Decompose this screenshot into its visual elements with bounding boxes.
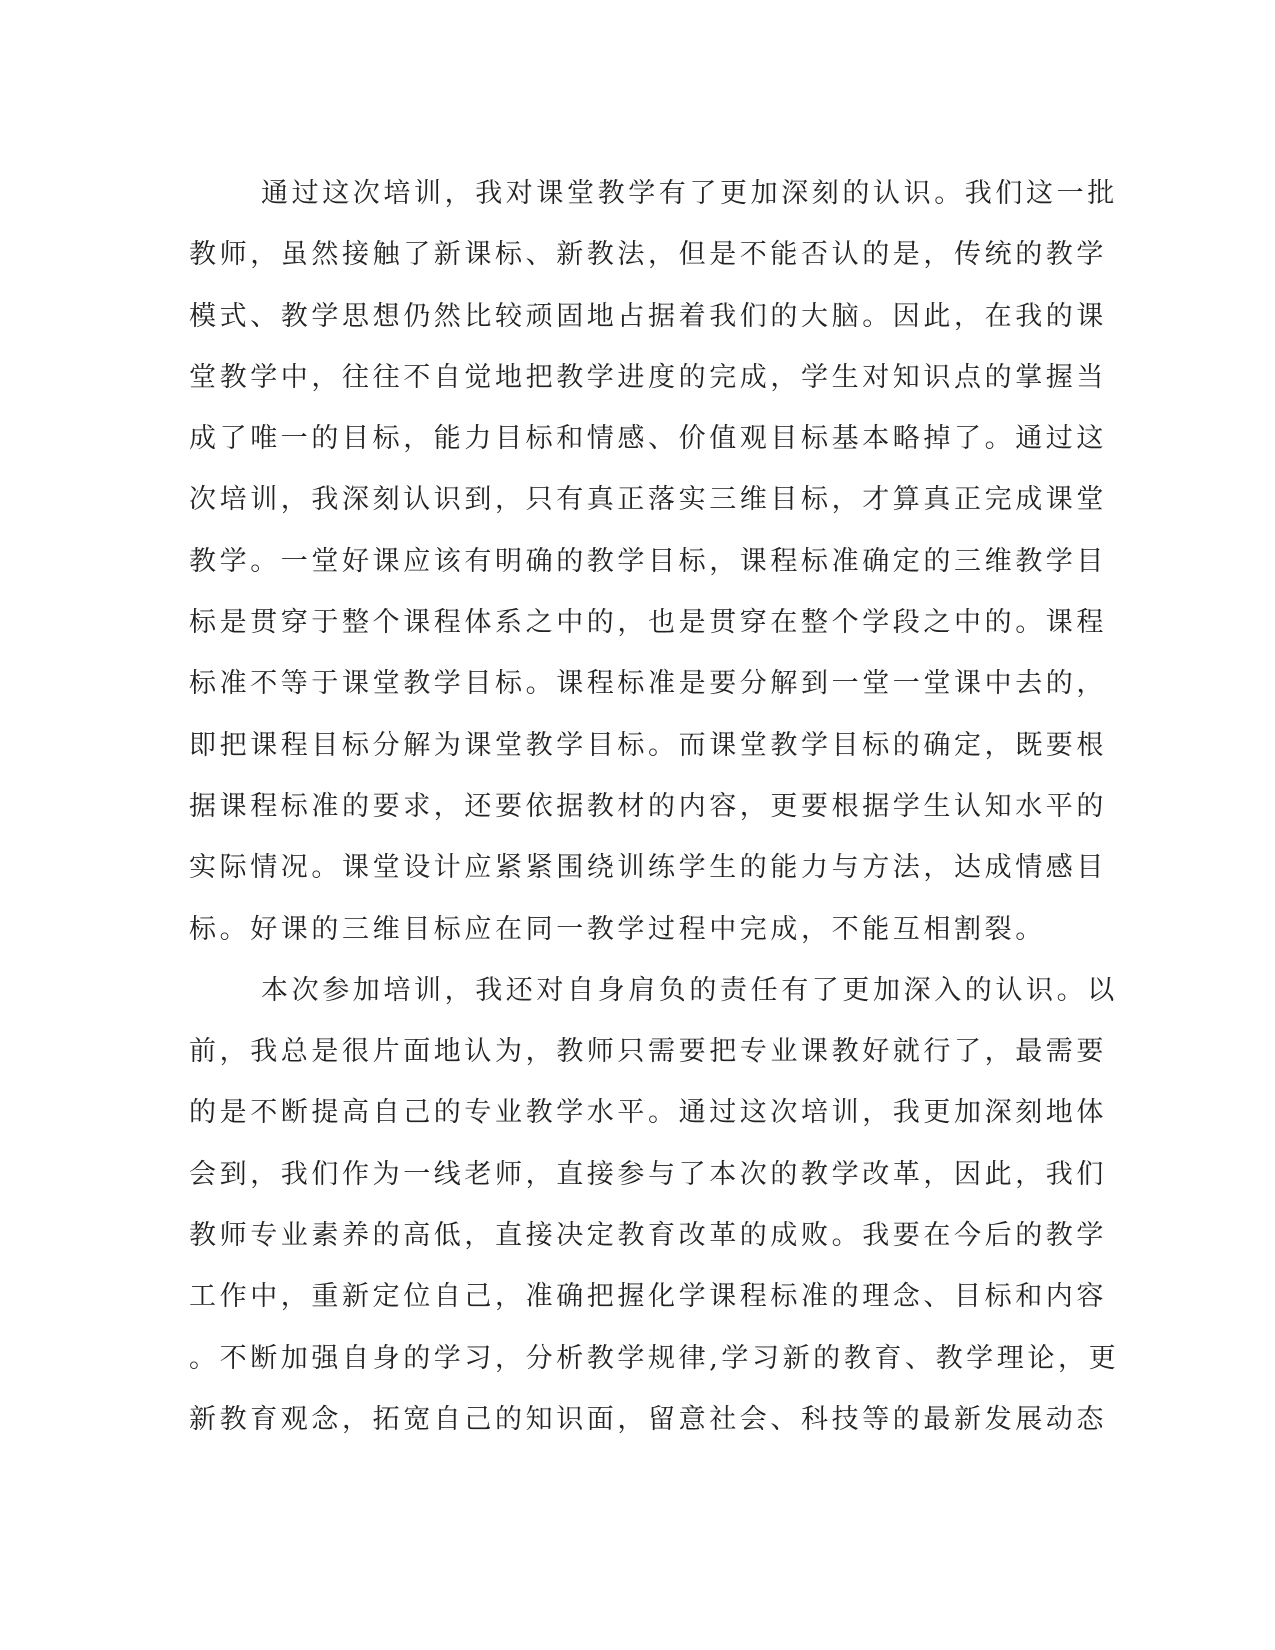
text-line: 会到，我们作为一线老师，直接参与了本次的教学改革，因此，我们 [189,1158,1107,1190]
text-line: 次培训，我深刻认识到，只有真正落实三维目标，才算真正完成课堂 [189,484,1107,516]
text-line: 。不断加强自身的学习，分析教学规律,学习新的教育、教学理论，更 [189,1342,1120,1374]
text-line: 标是贯穿于整个课程体系之中的，也是贯穿在整个学段之中的。课程 [189,607,1107,639]
text-line: 堂教学中，往往不自觉地把教学进度的完成，学生对知识点的掌握当 [189,361,1107,393]
text-line: 模式、教学思想仍然比较顽固地占据着我们的大脑。因此，在我的课 [189,300,1107,332]
text-line: 前，我总是很片面地认为，教师只需要把专业课教好就行了，最需要 [189,1036,1107,1068]
text-line: 本次参加培训，我还对自身肩负的责任有了更加深入的认识。以 [261,974,1118,1006]
text-line: 教学。一堂好课应该有明确的教学目标，课程标准确定的三维教学目 [189,545,1107,577]
text-line: 标。好课的三维目标应在同一教学过程中完成，不能互相割裂。 [189,913,1046,945]
text-line: 的是不断提高自己的专业教学水平。通过这次培训，我更加深刻地体 [189,1097,1107,1129]
text-line: 标准不等于课堂教学目标。课程标准是要分解到一堂一堂课中去的， [189,668,1107,700]
paragraph-2 [189,960,1120,1450]
text-line: 据课程标准的要求，还要依据教材的内容，更要根据学生认知水平的 [189,790,1107,822]
text-line: 通过这次培训，我对课堂教学有了更加深刻的认识。我们这一批 [261,178,1118,209]
body-text [189,163,1120,1450]
paragraph-1 [189,163,1118,960]
text-line: 实际情况。课堂设计应紧紧围绕训练学生的能力与方法，达成情感目 [189,852,1107,884]
text-line: 教师专业素养的高低，直接决定教育改革的成败。我要在今后的教学 [189,1220,1107,1252]
text-line: 成了唯一的目标，能力目标和情感、价值观目标基本略掉了。通过这 [189,423,1107,455]
text-line: 即把课程目标分解为课堂教学目标。而课堂教学目标的确定，既要根 [189,729,1107,761]
text-line: 教师，虽然接触了新课标、新教法，但是不能否认的是，传统的教学 [189,239,1107,271]
text-line: 工作中，重新定位自己，准确把握化学课程标准的理念、目标和内容 [189,1281,1107,1313]
text-line: 新教育观念，拓宽自己的知识面，留意社会、科技等的最新发展动态 [189,1403,1107,1435]
